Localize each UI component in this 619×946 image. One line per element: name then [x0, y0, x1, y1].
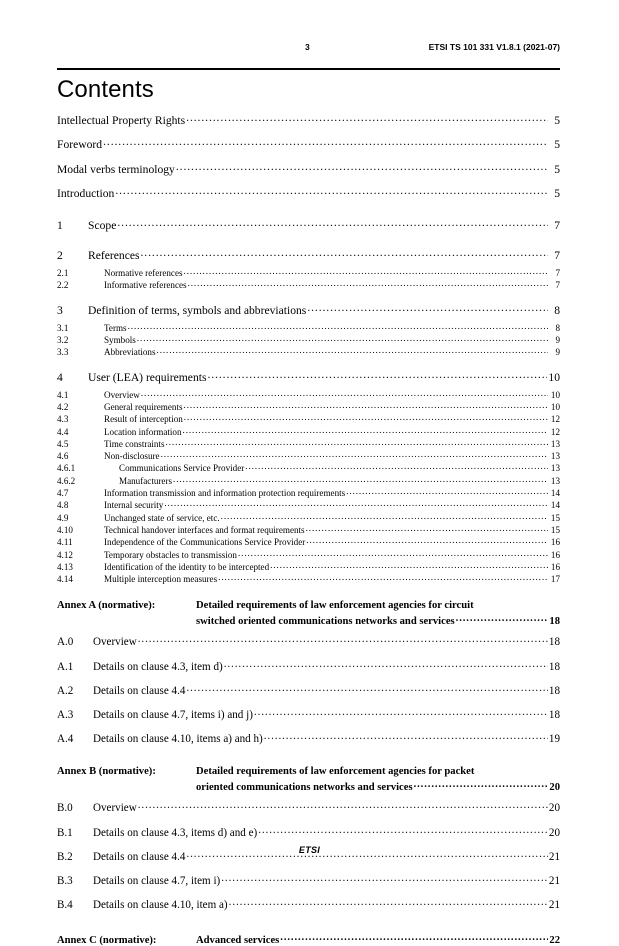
toc-entry[interactable] [57, 499, 560, 511]
toc-entry[interactable] [57, 800, 560, 824]
spacer [57, 755, 560, 766]
toc-entry-page: 18 [548, 636, 560, 649]
toc-entry-title: Abbreviations [104, 347, 156, 358]
toc-entry[interactable] [57, 302, 560, 321]
toc-entry[interactable] [57, 462, 560, 474]
toc-entry[interactable] [57, 389, 560, 401]
dot-leader [141, 389, 548, 398]
toc-entry-page: 16 [550, 549, 560, 560]
toc-entry-number: A.0 [57, 636, 74, 649]
toc-entry-number: B.2 [57, 850, 73, 863]
toc-entry-title: User (LEA) requirements [88, 371, 207, 385]
dot-leader [117, 217, 548, 229]
toc-entry-number: A.4 [57, 733, 74, 746]
toc-entry-title: References [88, 249, 140, 263]
toc-entry[interactable] [57, 573, 560, 585]
dot-leader [128, 322, 548, 331]
toc-entry-page: 21 [548, 850, 560, 863]
toc-entry-page: 19 [548, 733, 560, 746]
dot-leader [138, 800, 548, 811]
toc-entry-title: Modal verbs terminology [57, 162, 175, 176]
toc-entry[interactable] [57, 873, 560, 897]
page-footer: ETSI [298, 845, 321, 855]
toc-entry-title: Terms [104, 322, 127, 333]
toc-entry[interactable] [57, 731, 560, 755]
toc-entry-page: 9 [555, 347, 560, 358]
toc-entry-number: A.1 [57, 660, 74, 673]
toc-entry-title: Unchanged state of service, etc. [104, 512, 220, 523]
toc-entry-page: 20 [548, 826, 560, 839]
header-rule [57, 68, 560, 70]
toc-entry-number: 4.2 [57, 402, 69, 412]
toc-entry-page: 10 [550, 402, 560, 412]
dot-leader [221, 873, 548, 884]
dot-leader [115, 186, 548, 198]
annex-c-page: 22 [549, 934, 560, 946]
toc-entry-number: 4.13 [57, 561, 73, 572]
toc-entry-title: Time constraints [104, 438, 165, 449]
toc-entry-title: Technical handover interfaces and format requirements [104, 524, 305, 535]
dot-leader [456, 614, 548, 625]
dot-leader [161, 450, 548, 459]
toc-entry[interactable] [57, 634, 560, 658]
toc-entry-page: 14 [550, 500, 560, 511]
toc-entry-title: Overview [104, 389, 140, 400]
toc-entry[interactable] [57, 683, 560, 707]
dot-leader [306, 536, 548, 545]
toc-entry-page: 7 [555, 267, 560, 278]
dot-leader [188, 279, 548, 288]
toc-entry-page: 16 [550, 537, 560, 548]
toc-entry[interactable] [57, 346, 560, 358]
toc-entry-number: B.4 [57, 899, 73, 912]
toc-entry[interactable] [57, 707, 560, 731]
dot-leader [103, 137, 548, 149]
toc-entry-title: Overview [93, 636, 137, 649]
toc-entry-title: Normative references [104, 267, 183, 278]
toc-entry-number: A.2 [57, 684, 74, 697]
dot-leader [176, 161, 548, 173]
spacer [57, 793, 560, 800]
dot-leader [141, 248, 549, 260]
toc-entry[interactable] [57, 267, 560, 279]
toc-entry[interactable] [57, 524, 560, 536]
toc-entry-number: 4.1 [57, 389, 69, 400]
header-document-reference: ETSI TS 101 331 V1.8.1 (2021-07) [428, 42, 560, 52]
toc-entry-number: 2.2 [57, 280, 69, 291]
toc-entry-number: 4.4 [57, 426, 69, 437]
toc-entry-title: Communications Service Provider [119, 463, 245, 474]
annex-a-title-line1: Detailed requirements of law enforcement agencies for circuit [196, 600, 474, 612]
dot-leader [138, 634, 548, 645]
spacer [57, 210, 560, 217]
toc-entry-page: 18 [548, 684, 560, 697]
annex-b-title-line2: oriented communications networks and services [196, 782, 413, 794]
toc-entry-number: 3.2 [57, 334, 69, 345]
spacer [57, 237, 560, 248]
toc-entry-number: 2.1 [57, 267, 69, 278]
toc-entry-title: General requirements [104, 402, 183, 412]
toc-entry-title: Details on clause 4.10, item a) [93, 899, 228, 912]
annex-c-heading[interactable] [57, 932, 560, 946]
toc-entry-page: 7 [554, 218, 560, 232]
toc-entry-page: 12 [550, 414, 560, 425]
toc-entry-title: Internal security [104, 500, 164, 511]
toc-entry-page: 10 [550, 389, 560, 400]
toc-entry-title: Introduction [57, 187, 115, 201]
dot-leader [186, 683, 547, 694]
toc-entry-title: Foreword [57, 138, 103, 152]
spacer [57, 627, 560, 634]
toc-entry-title: Informative references [104, 280, 187, 291]
dot-leader [184, 413, 548, 422]
toc-entry-title: Independence of the Communications Service Provider [104, 537, 306, 548]
toc-entry-page: 5 [554, 187, 560, 201]
toc-entry[interactable] [57, 659, 560, 683]
toc-entry-page: 10 [548, 371, 560, 385]
annex-a-label: Annex A (normative): [57, 600, 156, 612]
toc-entry-title: Temporary obstacles to transmission [104, 549, 237, 560]
toc-entry-page: 13 [550, 451, 560, 462]
toc-entry[interactable] [57, 186, 560, 211]
dot-leader [184, 267, 548, 276]
spacer [57, 291, 560, 302]
toc-entry-title: Location information [104, 426, 182, 437]
toc-entry-number: B.0 [57, 802, 73, 815]
toc-entry[interactable] [57, 369, 560, 388]
toc-entry-number: 4.8 [57, 500, 69, 511]
toc-entry[interactable] [57, 279, 560, 291]
toc-entry[interactable] [57, 438, 560, 450]
annex-a-page: 18 [549, 616, 560, 628]
dot-leader [221, 512, 548, 521]
toc-entry-number: 4.14 [57, 574, 73, 585]
toc-entry[interactable] [57, 401, 560, 413]
table-of-contents [57, 112, 560, 946]
toc-entry[interactable] [57, 426, 560, 438]
toc-entry[interactable] [57, 475, 560, 487]
annex-b-heading[interactable] [57, 766, 560, 793]
toc-entry-title: Manufacturers [119, 475, 173, 486]
toc-entry[interactable] [57, 248, 560, 267]
toc-entry[interactable] [57, 548, 560, 560]
toc-entry-title: Details on clause 4.10, items a) and h) [93, 733, 263, 746]
toc-entry-page: 13 [550, 438, 560, 449]
dot-leader [254, 707, 548, 718]
toc-entry[interactable] [57, 561, 560, 573]
toc-entry-page: 17 [550, 574, 560, 585]
toc-entry-number: 4.12 [57, 549, 73, 560]
toc-entry[interactable] [57, 897, 560, 921]
toc-entry-number: 3.1 [57, 322, 69, 333]
toc-entry-title: Multiple interception measures [104, 574, 218, 585]
dot-leader [238, 548, 548, 557]
spacer [57, 585, 560, 600]
toc-entry-page: 14 [550, 488, 560, 499]
toc-entry-page: 7 [555, 280, 560, 291]
spacer [57, 921, 560, 932]
toc-entry-number: 4 [57, 371, 63, 385]
toc-entry-page: 21 [548, 874, 560, 887]
dot-leader [184, 401, 548, 410]
toc-entry-number: 4.11 [57, 537, 73, 548]
toc-entry-number: 4.9 [57, 512, 69, 523]
toc-entry-page: 5 [554, 162, 560, 176]
toc-entry-title: Identification of the identity to be intercepted [104, 561, 270, 572]
toc-entry-title: Details on clause 4.3, items d) and e) [93, 826, 258, 839]
dot-leader [270, 561, 548, 570]
annex-b-page: 20 [549, 782, 560, 794]
toc-entry-number: 2 [57, 249, 63, 263]
dot-leader [414, 780, 548, 791]
toc-entry[interactable] [57, 450, 560, 462]
toc-entry-number: B.3 [57, 874, 73, 887]
dot-leader [186, 112, 548, 124]
header-page-number: 3 [305, 42, 310, 52]
toc-entry-title: Details on clause 4.4 [93, 850, 186, 863]
toc-entry-number: 4.6.1 [57, 463, 76, 474]
spacer [57, 358, 560, 369]
dot-leader [306, 524, 548, 533]
dot-leader [229, 897, 548, 908]
toc-entry-page: 15 [550, 524, 560, 535]
dot-leader [164, 499, 548, 508]
toc-entry-page: 7 [554, 249, 560, 263]
toc-entry-title: Details on clause 4.4 [93, 684, 186, 697]
toc-entry-page: 5 [554, 138, 560, 152]
dot-leader [245, 462, 548, 471]
toc-entry[interactable] [57, 112, 560, 137]
page-title: Contents [57, 76, 154, 103]
toc-entry-page: 18 [548, 660, 560, 673]
toc-entry-title: Definition of terms, symbols and abbreviations [88, 303, 307, 317]
toc-entry-page: 8 [554, 303, 560, 317]
toc-entry-page: 18 [548, 709, 560, 722]
toc-entry-number: A.3 [57, 709, 74, 722]
toc-entry-number: 1 [57, 218, 63, 232]
dot-leader [166, 438, 548, 447]
toc-entry-title: Non-disclosure [104, 451, 160, 462]
toc-entry-number: 4.6.2 [57, 475, 76, 486]
annex-a-title-line2: switched oriented communications networks and services [196, 616, 455, 628]
dot-leader [157, 346, 548, 355]
toc-entry-number: 4.7 [57, 488, 69, 499]
toc-entry[interactable] [57, 161, 560, 186]
toc-entry[interactable] [57, 217, 560, 236]
annex-b-label: Annex B (normative): [57, 766, 156, 778]
dot-leader [224, 659, 548, 670]
toc-entry-page: 12 [550, 426, 560, 437]
toc-entry-page: 20 [548, 802, 560, 815]
toc-entry[interactable] [57, 413, 560, 425]
toc-entry[interactable] [57, 334, 560, 346]
toc-entry-number: 4.6 [57, 451, 69, 462]
toc-entry[interactable] [57, 487, 560, 499]
toc-entry-title: Details on clause 4.3, item d) [93, 660, 223, 673]
dot-leader [207, 369, 547, 381]
dot-leader [173, 475, 548, 484]
annex-b-title-line1: Detailed requirements of law enforcement agencies for packet [196, 766, 475, 778]
toc-entry-title: Symbols [104, 334, 136, 345]
annex-a-heading[interactable] [57, 600, 560, 627]
toc-entry-title: Result of interception [104, 414, 183, 425]
toc-entry-number: B.1 [57, 826, 73, 839]
toc-entry-title: Intellectual Property Rights [57, 113, 186, 127]
toc-entry-page: 8 [555, 322, 560, 333]
toc-entry-page: 9 [555, 334, 560, 345]
dot-leader [137, 334, 548, 343]
toc-entry[interactable] [57, 536, 560, 548]
dot-leader [346, 487, 548, 496]
toc-entry-page: 13 [550, 463, 560, 474]
toc-entry-number: 4.5 [57, 438, 69, 449]
toc-entry[interactable] [57, 322, 560, 334]
toc-entry-title: Details on clause 4.7, item i) [93, 874, 221, 887]
annex-c-label: Annex C (normative): [57, 934, 157, 946]
toc-entry-number: 4.3 [57, 414, 69, 425]
toc-entry-page: 16 [550, 561, 560, 572]
toc-entry[interactable] [57, 512, 560, 524]
dot-leader [218, 573, 548, 582]
dot-leader [264, 731, 548, 742]
running-header [57, 42, 560, 56]
dot-leader [183, 426, 548, 435]
toc-entry-page: 15 [550, 512, 560, 523]
toc-entry-number: 4.10 [57, 524, 73, 535]
toc-entry-title: Overview [93, 802, 137, 815]
toc-entry-title: Information transmission and information protection requirements [104, 488, 346, 499]
toc-entry-number: 3.3 [57, 347, 69, 358]
toc-entry[interactable] [57, 137, 560, 162]
toc-entry-page: 21 [548, 899, 560, 912]
dot-leader [258, 824, 548, 835]
dot-leader [280, 932, 548, 943]
annex-c-title: Advanced services [196, 934, 280, 946]
toc-entry-page: 13 [550, 475, 560, 486]
toc-entry-page: 5 [554, 113, 560, 127]
toc-entry-title: Scope [88, 218, 117, 232]
toc-entry-number: 3 [57, 303, 63, 317]
dot-leader [307, 302, 548, 314]
toc-entry-title: Details on clause 4.7, items i) and j) [93, 709, 253, 722]
